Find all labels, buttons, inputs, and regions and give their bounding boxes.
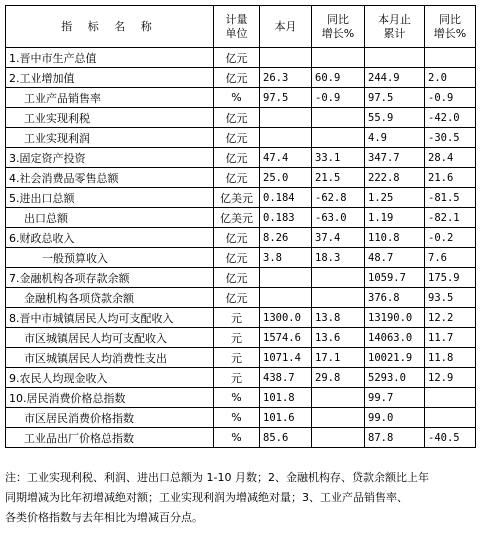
cumulative-value-cell: 244.9: [365, 68, 425, 88]
indicator-name-cell: 5.进出口总额: [6, 188, 214, 208]
yoy-growth-cell: 60.9: [312, 68, 365, 88]
cumulative-yoy-growth-cell: -30.5: [425, 128, 476, 148]
cumulative-yoy-growth-cell: 28.4: [425, 148, 476, 168]
table-row: [6, 408, 476, 428]
indicator-name-cell: 市区城镇居民人均可支配收入: [6, 328, 214, 348]
table-row: [6, 288, 476, 308]
this-month-value-cell: 101.6: [260, 408, 312, 428]
table-header-row: [6, 6, 476, 48]
unit-cell: 亿元: [214, 248, 260, 268]
cumulative-value-cell: 1.25: [365, 188, 425, 208]
unit-cell: 亿元: [214, 228, 260, 248]
cumulative-yoy-growth-cell: 7.6: [425, 248, 476, 268]
this-month-value-cell: 438.7: [260, 368, 312, 388]
indicator-name-cell: 7.金融机构各项存款余额: [6, 268, 214, 288]
unit-cell: 亿元: [214, 168, 260, 188]
unit-cell: 亿元: [214, 68, 260, 88]
indicator-name-cell: 工业品出厂价格总指数: [6, 428, 214, 448]
indicator-name-cell: 工业产品销售率: [6, 88, 214, 108]
yoy-growth-cell: 13.8: [312, 308, 365, 328]
indicator-name-cell: 工业实现利税: [6, 108, 214, 128]
yoy-growth-cell: -0.9: [312, 88, 365, 108]
yoy-growth-cell: 37.4: [312, 228, 365, 248]
cumulative-value-cell: 10021.9: [365, 348, 425, 368]
this-month-value-cell: [260, 128, 312, 148]
cumulative-value-cell: 347.7: [365, 148, 425, 168]
yoy-growth-cell: [312, 108, 365, 128]
yoy-growth-cell: [312, 48, 365, 68]
indicator-name-cell: 10.居民消费价格总指数: [6, 388, 214, 408]
table-row: [6, 388, 476, 408]
this-month-value-cell: 26.3: [260, 68, 312, 88]
unit-cell: 元: [214, 308, 260, 328]
unit-cell: 亿美元: [214, 188, 260, 208]
cumulative-value-cell: 1059.7: [365, 268, 425, 288]
cumulative-value-cell: 13190.0: [365, 308, 425, 328]
cumulative-value-cell: 55.9: [365, 108, 425, 128]
header-cumulative-yoy-growth: 同比 增长%: [425, 6, 476, 48]
yoy-growth-cell: -62.8: [312, 188, 365, 208]
unit-cell: %: [214, 388, 260, 408]
unit-cell: 亿元: [214, 268, 260, 288]
unit-cell: 元: [214, 328, 260, 348]
this-month-value-cell: 47.4: [260, 148, 312, 168]
table-row: [6, 88, 476, 108]
table-row: [6, 228, 476, 248]
indicator-name-cell: 3.固定资产投资: [6, 148, 214, 168]
table-row: [6, 328, 476, 348]
unit-cell: 亿元: [214, 128, 260, 148]
cumulative-value-cell: 4.9: [365, 128, 425, 148]
this-month-value-cell: 1071.4: [260, 348, 312, 368]
unit-cell: 亿元: [214, 148, 260, 168]
cumulative-value-cell: 14063.0: [365, 328, 425, 348]
indicator-name-cell: 9.农民人均现金收入: [6, 368, 214, 388]
unit-cell: 亿元: [214, 108, 260, 128]
cumulative-yoy-growth-cell: 175.9: [425, 268, 476, 288]
cumulative-yoy-growth-cell: [425, 48, 476, 68]
this-month-value-cell: [260, 268, 312, 288]
cumulative-value-cell: 376.8: [365, 288, 425, 308]
header-this-month: 本月: [260, 6, 312, 48]
cumulative-value-cell: 99.7: [365, 388, 425, 408]
this-month-value-cell: 0.184: [260, 188, 312, 208]
table-row: [6, 128, 476, 148]
table-row: [6, 308, 476, 328]
unit-cell: 亿元: [214, 288, 260, 308]
cumulative-value-cell: 1.19: [365, 208, 425, 228]
yoy-growth-cell: -63.0: [312, 208, 365, 228]
unit-cell: %: [214, 88, 260, 108]
cumulative-yoy-growth-cell: -0.9: [425, 88, 476, 108]
cumulative-yoy-growth-cell: 11.7: [425, 328, 476, 348]
cumulative-yoy-growth-cell: 93.5: [425, 288, 476, 308]
unit-cell: 亿美元: [214, 208, 260, 228]
yoy-growth-cell: [312, 388, 365, 408]
cumulative-yoy-growth-cell: -0.2: [425, 228, 476, 248]
unit-cell: 元: [214, 368, 260, 388]
cumulative-yoy-growth-cell: -82.1: [425, 208, 476, 228]
footnote: [5, 468, 475, 528]
this-month-value-cell: 101.8: [260, 388, 312, 408]
cumulative-value-cell: 5293.0: [365, 368, 425, 388]
cumulative-value-cell: 97.5: [365, 88, 425, 108]
table-row: [6, 108, 476, 128]
table-row: [6, 148, 476, 168]
this-month-value-cell: 0.183: [260, 208, 312, 228]
table-row: [6, 348, 476, 368]
yoy-growth-cell: 17.1: [312, 348, 365, 368]
cumulative-yoy-growth-cell: 12.9: [425, 368, 476, 388]
cumulative-value-cell: [365, 48, 425, 68]
unit-cell: 元: [214, 348, 260, 368]
cumulative-yoy-growth-cell: 2.0: [425, 68, 476, 88]
table-row: [6, 68, 476, 88]
indicator-name-cell: 2.工业增加值: [6, 68, 214, 88]
indicator-name-cell: 8.晋中市城镇居民人均可支配收入: [6, 308, 214, 328]
header-indicator-name: 指 标 名 称: [6, 6, 214, 48]
indicator-name-cell: 一般预算收入: [6, 248, 214, 268]
table-row: [6, 428, 476, 448]
table-row: [6, 208, 476, 228]
indicator-name-cell: 1.晋中市生产总值: [6, 48, 214, 68]
indicator-name-cell: 金融机构各项贷款余额: [6, 288, 214, 308]
this-month-value-cell: 97.5: [260, 88, 312, 108]
cumulative-value-cell: 110.8: [365, 228, 425, 248]
header-cumulative: 本月止 累计: [365, 6, 425, 48]
unit-cell: 亿元: [214, 48, 260, 68]
footnote-line: 各类价格指数与去年相比为增减百分点。: [5, 511, 203, 524]
this-month-value-cell: 8.26: [260, 228, 312, 248]
unit-cell: %: [214, 428, 260, 448]
cumulative-yoy-growth-cell: 11.8: [425, 348, 476, 368]
indicator-name-cell: 6.财政总收入: [6, 228, 214, 248]
yoy-growth-cell: [312, 128, 365, 148]
table-row: [6, 48, 476, 68]
indicator-name-cell: 市区居民消费价格指数: [6, 408, 214, 428]
this-month-value-cell: 85.6: [260, 428, 312, 448]
yoy-growth-cell: 18.3: [312, 248, 365, 268]
cumulative-value-cell: 99.0: [365, 408, 425, 428]
this-month-value-cell: [260, 48, 312, 68]
cumulative-yoy-growth-cell: [425, 388, 476, 408]
indicator-name-cell: 出口总额: [6, 208, 214, 228]
cumulative-yoy-growth-cell: -81.5: [425, 188, 476, 208]
footnote-line: 注：工业实现利税、利润、进出口总额为 1-10 月数；2、金融机构存、贷款余额比上年: [5, 471, 429, 484]
this-month-value-cell: [260, 288, 312, 308]
header-yoy-growth: 同比 增长%: [312, 6, 365, 48]
cumulative-yoy-growth-cell: -40.5: [425, 428, 476, 448]
yoy-growth-cell: [312, 428, 365, 448]
yoy-growth-cell: 33.1: [312, 148, 365, 168]
yoy-growth-cell: [312, 268, 365, 288]
header-unit: 计量 单位: [214, 6, 260, 48]
statistics-table: [5, 5, 476, 448]
cumulative-yoy-growth-cell: 21.6: [425, 168, 476, 188]
cumulative-value-cell: 87.8: [365, 428, 425, 448]
cumulative-yoy-growth-cell: -42.0: [425, 108, 476, 128]
this-month-value-cell: [260, 108, 312, 128]
yoy-growth-cell: [312, 408, 365, 428]
this-month-value-cell: 1300.0: [260, 308, 312, 328]
indicator-name-cell: 市区城镇居民人均消费性支出: [6, 348, 214, 368]
table-row: [6, 188, 476, 208]
cumulative-value-cell: 48.7: [365, 248, 425, 268]
table-row: [6, 168, 476, 188]
cumulative-yoy-growth-cell: 12.2: [425, 308, 476, 328]
this-month-value-cell: 1574.6: [260, 328, 312, 348]
this-month-value-cell: 25.0: [260, 168, 312, 188]
yoy-growth-cell: 13.6: [312, 328, 365, 348]
footnote-line: 同期增减为比年初增减绝对额；工业实现利润为增减绝对量；3、工业产品销售率、: [5, 491, 408, 504]
cumulative-yoy-growth-cell: [425, 408, 476, 428]
table-row: [6, 268, 476, 288]
unit-cell: %: [214, 408, 260, 428]
indicator-name-cell: 工业实现利润: [6, 128, 214, 148]
table-row: [6, 368, 476, 388]
yoy-growth-cell: [312, 288, 365, 308]
yoy-growth-cell: 29.8: [312, 368, 365, 388]
indicator-name-cell: 4.社会消费品零售总额: [6, 168, 214, 188]
yoy-growth-cell: 21.5: [312, 168, 365, 188]
this-month-value-cell: 3.8: [260, 248, 312, 268]
cumulative-value-cell: 222.8: [365, 168, 425, 188]
table-row: [6, 248, 476, 268]
